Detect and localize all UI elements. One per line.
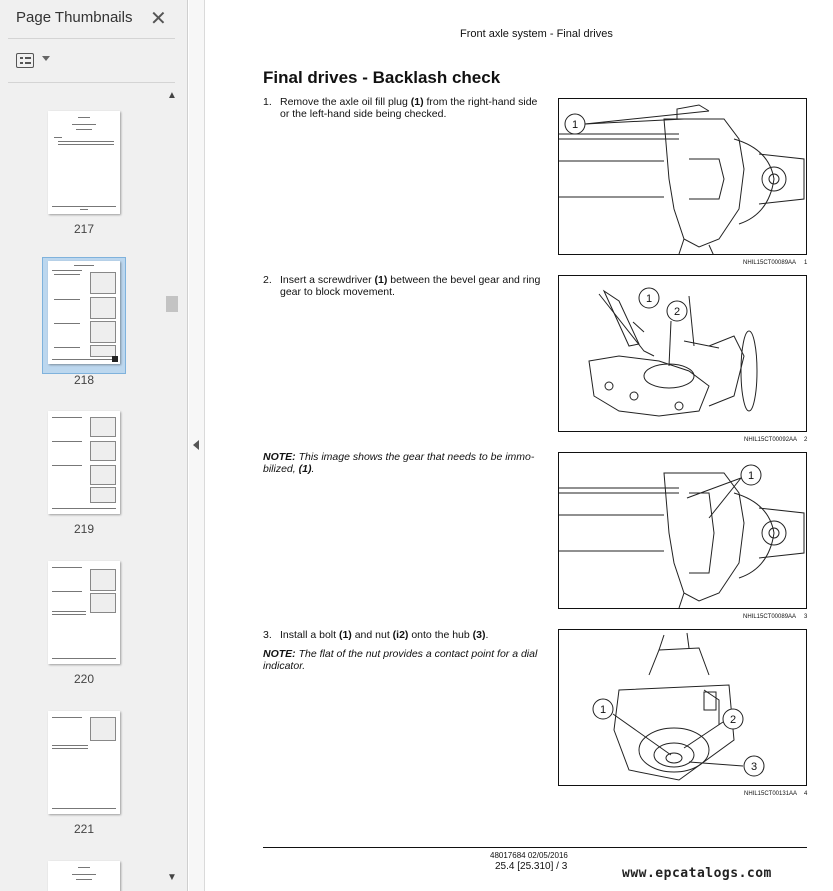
divider	[8, 38, 175, 39]
thumbnail-image	[48, 711, 120, 814]
step-number: 1.	[263, 96, 272, 108]
thumbnail-page-number: 220	[73, 672, 95, 686]
thumbnail-page-next[interactable]	[42, 861, 126, 891]
thumbnail-page-number: 218	[73, 373, 95, 387]
running-header: Front axle system - Final drives	[460, 28, 613, 40]
thumbnail-page-221[interactable]	[42, 711, 126, 841]
step-number: 2.	[263, 274, 272, 286]
step-number: 3.	[263, 629, 272, 641]
figure-index: 4	[804, 791, 808, 797]
footer-divider	[263, 847, 807, 848]
thumbnail-page-220[interactable]	[42, 561, 126, 691]
thumbnail-list	[0, 83, 165, 891]
footer-code: 48017684 02/05/2016	[490, 851, 568, 860]
note-2: NOTE: The flat of the nut provides a contact point for a dial indicator.	[263, 648, 538, 672]
figure-index: 1	[804, 260, 808, 266]
callout-2: 2	[673, 306, 681, 318]
scroll-down-icon[interactable]: ▼	[167, 872, 177, 883]
thumbnail-page-number: 217	[73, 222, 95, 236]
step-2	[263, 274, 548, 298]
step-3	[263, 629, 548, 641]
callout-3: 3	[750, 761, 758, 773]
figure-caption: NHIL15CT00089AA	[743, 260, 797, 266]
thumbnail-scrollbar[interactable]	[165, 90, 179, 891]
step-text: Install a bolt (1) and nut (i2) onto the hub (3).	[280, 629, 489, 641]
watermark: www.epcatalogs.com	[622, 866, 772, 881]
figure-index: 3	[804, 614, 808, 620]
thumbnail-page-217[interactable]	[42, 111, 126, 241]
panel-header	[0, 0, 188, 38]
collapse-panel-button[interactable]	[189, 0, 205, 891]
document-page	[206, 0, 833, 891]
callout-2: 2	[729, 714, 737, 726]
figure-caption: NHIL15CT00092AA	[744, 437, 798, 443]
collapse-panel-icon	[193, 440, 199, 450]
scrollbar-thumb[interactable]	[166, 296, 178, 312]
thumbnail-page-218[interactable]	[42, 261, 126, 391]
page-thumbnails-panel	[0, 0, 188, 891]
thumbnail-page-219[interactable]	[42, 411, 126, 541]
callout-1: 1	[645, 293, 653, 305]
figure-index: 2	[804, 437, 808, 443]
callout-1: 1	[747, 470, 755, 482]
callout-1: 1	[571, 119, 579, 131]
chevron-down-icon	[42, 56, 50, 61]
figure-4	[558, 629, 807, 786]
thumbnail-image	[48, 861, 120, 891]
thumbnail-options-icon	[16, 53, 34, 68]
figure-1	[558, 98, 807, 255]
thumbnail-image	[48, 111, 120, 214]
figure-2	[558, 275, 807, 432]
panel-title: Page Thumbnails	[16, 9, 133, 26]
thumbnail-page-number: 221	[73, 822, 95, 836]
step-text: Remove the axle oil fill plug (1) from the right-hand side or the left-hand side being checked.	[280, 96, 538, 120]
footer-page-number: 25.4 [25.310] / 3	[495, 861, 568, 872]
close-icon[interactable]: ✕	[150, 8, 167, 30]
thumbnail-options-button[interactable]	[16, 51, 56, 71]
figure-caption: NHIL15CT00131AA	[744, 791, 798, 797]
note-1: NOTE: This image shows the gear that needs to be immo-bilized, (1).	[263, 451, 535, 475]
step-text: Insert a screwdriver (1) between the bevel gear and ring gear to block movement.	[280, 274, 541, 298]
thumbnail-image	[48, 561, 120, 664]
thumbnail-image	[48, 411, 120, 514]
callout-1: 1	[599, 704, 607, 716]
thumbnail-image	[48, 261, 120, 364]
scroll-up-icon[interactable]: ▲	[167, 90, 177, 101]
step-1	[263, 96, 548, 120]
figure-caption: NHIL15CT00089AA	[743, 614, 797, 620]
thumbnail-page-number: 219	[73, 522, 95, 536]
figure-3	[558, 452, 807, 609]
section-title: Final drives - Backlash check	[263, 68, 501, 87]
